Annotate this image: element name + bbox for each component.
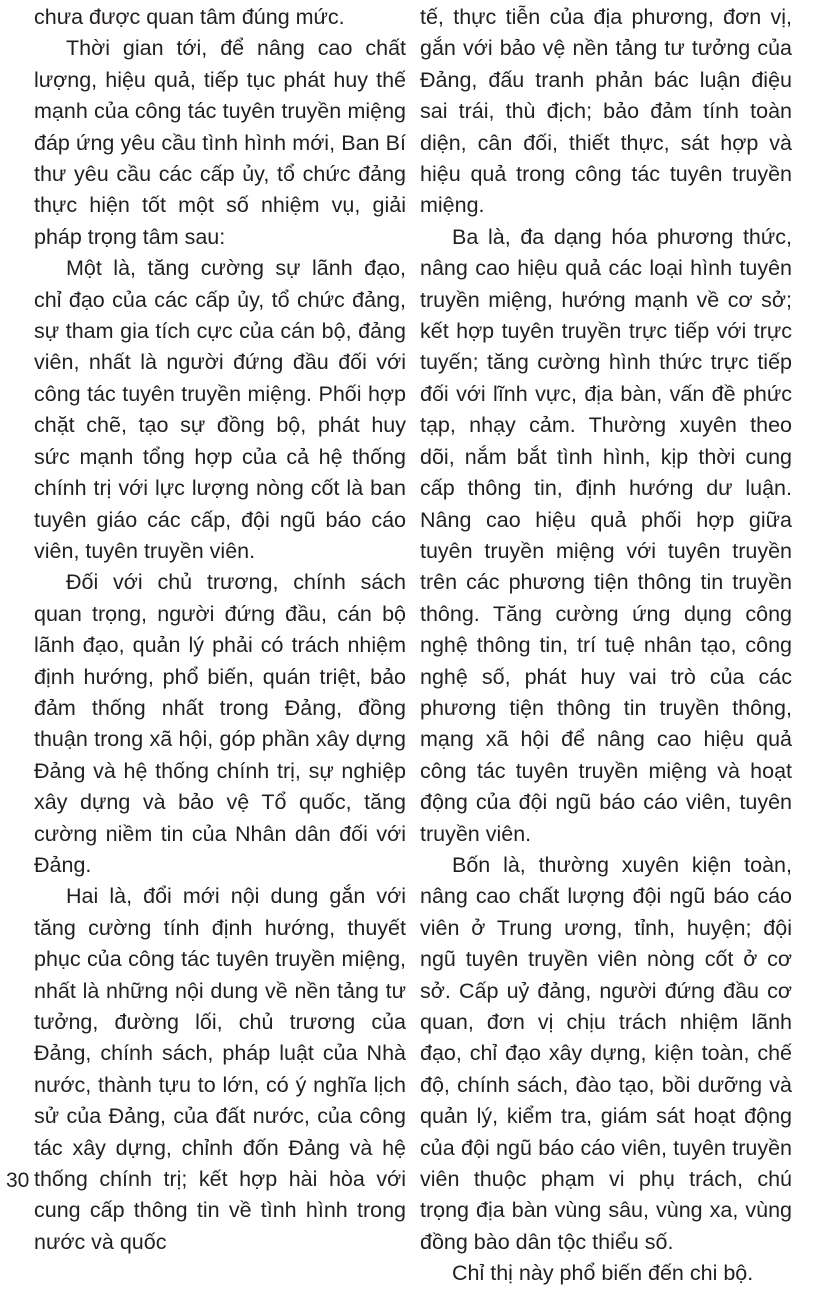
paragraph-task-two-continued: tế, thực tiễn của địa phương, đơn vị, gắn với bảo vệ nền tảng tư tưởng của Đảng, đấu tranh phản bác luận điệu sai trái, thù địch; bảo đảm tính toàn diện, cân đối, thiết thực, sát hợp và hiệu quả trong công tác tuyên truyền miệng.: [420, 5, 792, 218]
paragraph-task-three: Ba là, đa dạng hóa phương thức, nâng cao hiệu quả các loại hình tuyên truyền miệng, hướng mạnh về cơ sở; kết hợp tuyên truyền trực tiếp với trực tuyến; tăng cường hình thức trực tiếp đối với lĩnh vực, địa bàn, vấn đề phức tạp, nhạy cảm. Thường xuyên theo dõi, nắm bắt tình hình, kịp thời cung cấp thông tin, định hướng dư luận. Nâng cao hiệu quả phối hợp giữa tuyên truyền miệng với tuyên truyền trên các phương tiện thông tin truyền thông. Tăng cường ứng dụng công nghệ thông tin, trí tuệ nhân tạo, công nghệ số, phát huy vai trò của các phương tiện thông tin truyền thông, mạng xã hội để nâng cao hiệu quả công tác tuyên truyền miệng và hoạt động của đội ngũ báo cáo viên, tuyên truyền viên.: [420, 224, 792, 846]
paragraph-leaders-responsibility: Đối với chủ trương, chính sách quan trọng, người đứng đầu, cán bộ lãnh đạo, quản lý phải có trách nhiệm định hướng, phổ biến, quán triệt, bảo đảm thống nhất trong Đảng, đồng thuận trong xã hội, góp phần xây dựng Đảng và hệ thống chính trị, sự nghiệp xây dựng và bảo vệ Tổ quốc, tăng cường niềm tin của Nhân dân đối với Đảng.: [34, 570, 406, 877]
paragraph-task-four: Bốn là, thường xuyên kiện toàn, nâng cao chất lượng đội ngũ báo cáo viên ở Trung ương, tỉnh, huyện; đội ngũ tuyên truyền viên nòng cốt ở cơ sở. Cấp uỷ đảng, người đứng đầu cơ quan, đơn vị chịu trách nhiệm lãnh đạo, chỉ đạo xây dựng, kiện toàn, chế độ, chính sách, đào tạo, bồi dưỡng và quản lý, kiểm tra, giám sát hoạt động của đội ngũ báo cáo viên, tuyên truyền viên thuộc phạm vi phụ trách, chú trọng địa bàn vùng sâu, vùng xa, vùng đồng bào dân tộc thiểu số.: [420, 852, 792, 1254]
paragraph-task-two: Hai là, đổi mới nội dung gắn với tăng cường tính định hướng, thuyết phục của công tác tuyên truyền miệng, nhất là những nội dung về nền tảng tư tưởng, đường lối, chủ trương của Đảng, chính sách, pháp luật của Nhà nước, thành tựu to lớn, có ý nghĩa lịch sử của Đảng, của đất nước, của công tác xây dựng, chỉnh đốn Đảng và hệ thống chính trị; kết hợp hài hòa với cung cấp thông tin về tình hình trong nước và quốc: [34, 884, 406, 1254]
paragraph-intro: Thời gian tới, để nâng cao chất lượng, hiệu quả, tiếp tục phát huy thế mạnh của công tác tuyên truyền miệng đáp ứng yêu cầu tình hình mới, Ban Bí thư yêu cầu các cấp ủy, tổ chức đảng thực hiện tốt một số nhiệm vụ, giải pháp trọng tâm sau:: [34, 36, 406, 249]
left-column: [34, 2, 406, 1258]
right-column: [420, 2, 792, 1290]
page-number: 30: [6, 1169, 30, 1192]
paragraph-continuation: chưa được quan tâm đúng mức.: [34, 5, 345, 29]
paragraph-task-one: Một là, tăng cường sự lãnh đạo, chỉ đạo của các cấp ủy, tổ chức đảng, sự tham gia tích cực của cán bộ, đảng viên, nhất là người đứng đầu đối với công tác tuyên truyền miệng. Phối hợp chặt chẽ, tạo sự đồng bộ, phát huy sức mạnh tổng hợp của cả hệ thống chính trị với lực lượng nòng cốt là ban tuyên giáo các cấp, đội ngũ báo cáo viên, tuyên truyền viên.: [34, 256, 406, 563]
paragraph-closing: Chỉ thị này phổ biến đến chi bộ.: [452, 1261, 754, 1286]
